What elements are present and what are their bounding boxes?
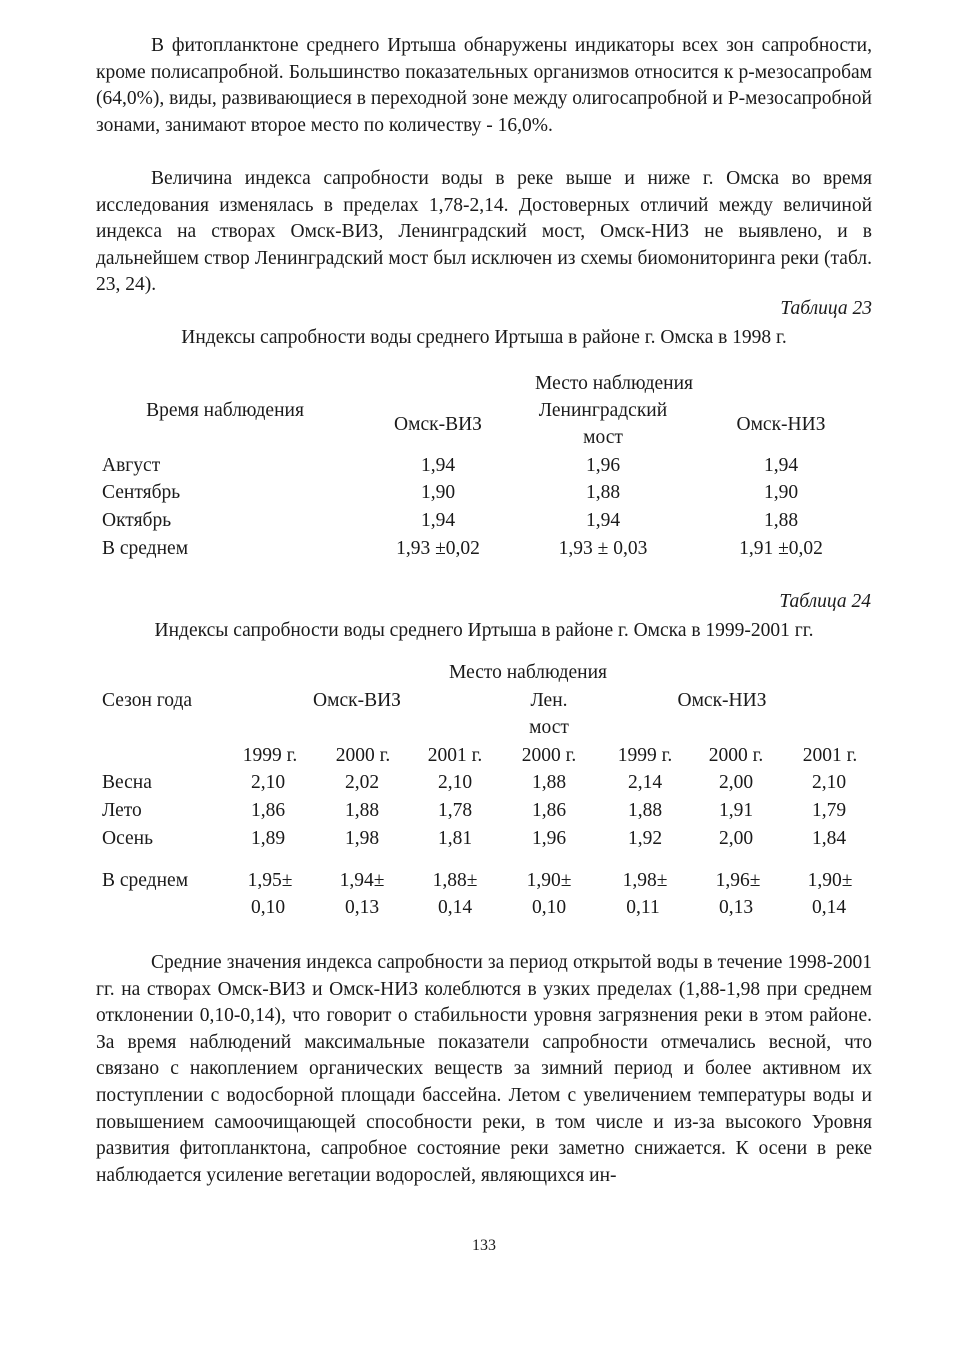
table-cell: 1,88	[344, 800, 380, 821]
table-cell: 1,90	[763, 482, 799, 503]
table-cell: 1,88	[627, 800, 663, 821]
table-24-year: 2000 г.	[708, 745, 764, 766]
table-cell: 0,10	[531, 897, 567, 918]
table-cell: 1,94±	[339, 870, 385, 891]
table-row-label: Август	[102, 455, 161, 476]
table-cell: 1,79	[811, 800, 847, 821]
table-cell: 1,81	[437, 828, 473, 849]
paragraph-2: Величина индекса сапробности воды в реке выше и ниже г. Омска во время исследования изменялась в пределах 1,78-2,14. Достоверных отличий между величиной индекса на створах Омск-ВИЗ, Ленинградский мост, Омск-НИЗ не выявлено, и в дальнейшем створ Ленинградский мост был исключен из схемы биомониторинга реки (табл. 23, 24).	[96, 168, 872, 296]
table-cell: 1,90±	[807, 870, 853, 891]
table-cell: 1,93 ± 0,03	[558, 538, 648, 559]
table-cell: 2,10	[250, 772, 286, 793]
table-cell: 1,86	[250, 800, 286, 821]
table-cell: 1,94	[420, 510, 456, 531]
table-cell: 1,91 ±0,02	[739, 538, 823, 559]
table-cell: 1,94	[585, 510, 621, 531]
table-cell: 1,98±	[622, 870, 668, 891]
table-cell: 1,88	[531, 772, 567, 793]
table-cell: 2,00	[718, 828, 754, 849]
table-23-row-header: Время наблюдения	[146, 400, 304, 421]
table-row-label: В среднем	[102, 870, 189, 891]
table-24-group: Омск-НИЗ	[677, 690, 767, 711]
table-cell: 1,88	[763, 510, 799, 531]
table-row-label: Лето	[102, 800, 142, 821]
table-row-label: Осень	[102, 828, 153, 849]
table-cell: 1,93 ±0,02	[396, 538, 480, 559]
table-23-col-header: Омск-НИЗ	[736, 414, 826, 435]
table-cell: 1,91	[718, 800, 754, 821]
table-row-label: В среднем	[102, 538, 189, 559]
table-cell: 1,95±	[247, 870, 293, 891]
table-cell: 2,10	[437, 772, 473, 793]
table-row-label: Сентябрь	[102, 482, 181, 503]
table-23-caption: Индексы сапробности воды среднего Иртыша в районе г. Омска в 1998 г.	[181, 327, 787, 348]
table-row-label: Весна	[102, 772, 152, 793]
table-cell: 1,98	[344, 828, 380, 849]
table-cell: 0,10	[250, 897, 286, 918]
table-cell: 1,94	[763, 455, 799, 476]
table-cell: 1,88	[585, 482, 621, 503]
table-24-year: 2001 г.	[802, 745, 858, 766]
table-24-label: Таблица 24	[779, 591, 871, 612]
table-cell: 2,00	[718, 772, 754, 793]
page-number: 133	[472, 1237, 496, 1254]
table-23-label: Таблица 23	[780, 298, 872, 319]
table-cell: 1,84	[811, 828, 847, 849]
table-24-year: 1999 г.	[242, 745, 298, 766]
table-24-row-header: Сезон года	[102, 690, 193, 711]
table-24-year: 2001 г.	[427, 745, 483, 766]
table-24-caption: Индексы сапробности воды среднего Иртыша в районе г. Омска в 1999-2001 гг.	[154, 620, 814, 641]
table-cell: 1,96±	[715, 870, 761, 891]
table-23-col-header: Ленинградский	[538, 400, 668, 421]
table-24-year: 2000 г.	[335, 745, 391, 766]
table-24-group: Омск-ВИЗ	[313, 690, 401, 711]
table-cell: 1,90±	[526, 870, 572, 891]
table-24-group: мост	[529, 717, 569, 738]
table-23-col-header: мост	[583, 427, 623, 448]
table-cell: 2,10	[811, 772, 847, 793]
table-23-group-header: Место наблюдения	[534, 373, 694, 394]
table-24-group-header: Место наблюдения	[448, 662, 608, 683]
table-cell: 1,94	[420, 455, 456, 476]
table-cell: 2,14	[627, 772, 663, 793]
table-cell: 1,96	[531, 828, 567, 849]
table-cell: 1,90	[420, 482, 456, 503]
table-cell: 1,92	[627, 828, 663, 849]
table-cell: 1,86	[531, 800, 567, 821]
table-row-label: Октябрь	[102, 510, 172, 531]
paragraph-1: В фитопланктоне среднего Иртыша обнаружены индикаторы всех зон сапробности, кроме полисапробной. Большинство показательных организмов относится к р-мезосапробам (64,0%), виды, развивающиеся в переходной зоне между олигосапробной и Р-мезосапробной зонами, занимают второе место по количеству - 16,0%.	[96, 35, 872, 136]
table-cell: 0,13	[718, 897, 754, 918]
table-cell: 1,78	[437, 800, 473, 821]
table-cell: 2,02	[344, 772, 380, 793]
table-24-year: 1999 г.	[617, 745, 673, 766]
table-cell: 1,96	[585, 455, 621, 476]
table-cell: 1,88±	[432, 870, 478, 891]
table-cell: 0,13	[344, 897, 380, 918]
table-cell: 0,14	[811, 897, 847, 918]
table-23-col-header: Омск-ВИЗ	[394, 414, 482, 435]
table-24-year: 2000 г.	[521, 745, 577, 766]
table-cell: 1,89	[250, 828, 286, 849]
table-24-group: Лен.	[530, 690, 568, 711]
table-cell: 0,11	[626, 897, 660, 918]
paragraph-3: Средние значения индекса сапробности за период открытой воды в течение 1998-2001 гг. на створах Омск-ВИЗ и Омск-НИЗ колеблются в узких пределах (1,88-1,98 при среднем отклонении 0,10-0,14), что говорит о стабильности уровня загрязнения реки в этом районе. За время наблюдений максимальные показатели сапробности отмечались весной, что связано с накоплением органических веществ за зимний период и более активном их поступлении с водосборной площади бассейна. Летом с увеличением температуры воды и повышением самоочищающей способности реки, в том числе и из-за высокого Уровня развития фитопланктона, сапробное состояние реки заметно снижается. К осени в реке наблюдается усиление вегетации водорослей, являющихся ин-	[96, 952, 872, 1186]
table-cell: 0,14	[437, 897, 473, 918]
